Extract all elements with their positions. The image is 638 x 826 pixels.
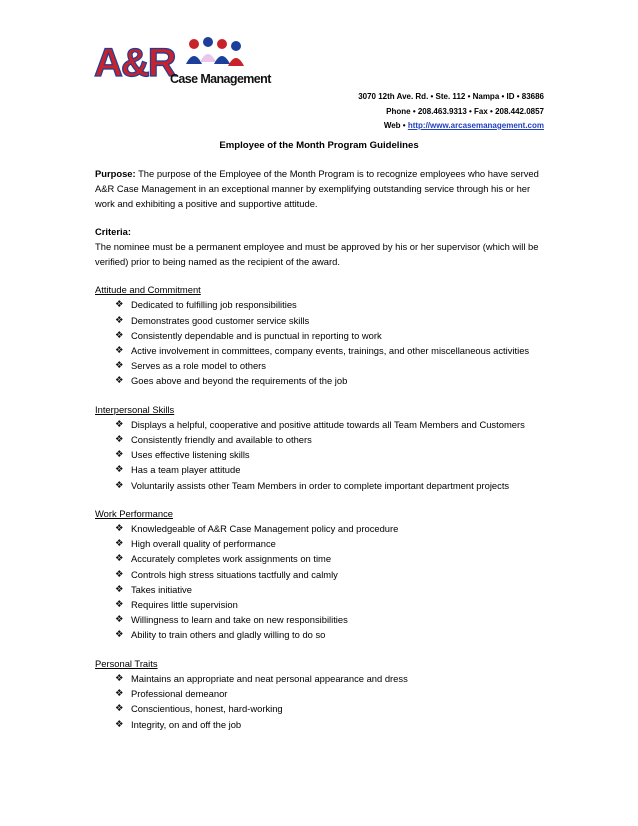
list-item xyxy=(95,358,547,373)
list-item-text: Integrity, on and off the job xyxy=(131,718,242,730)
list-item xyxy=(95,417,547,432)
criteria-text: The nominee must be a permanent employee and must be approved by his or her supervisor (which will be verified) prior to being named as the recipient of the award. xyxy=(95,240,539,268)
bullet-list xyxy=(95,417,547,493)
diamond-bullet-icon: ❖ xyxy=(115,523,124,535)
list-item-text: Accurately completes work assignments on time xyxy=(131,553,332,565)
list-item-text: Voluntarily assists other Team Members in order to complete important department projects xyxy=(131,479,510,491)
list-item xyxy=(95,671,547,686)
list-item-text: Professional demeanor xyxy=(131,688,228,700)
address-line: 3070 12th Ave. Rd. • Ste. 112 • Nampa • ID • 83686 xyxy=(358,92,544,101)
list-item xyxy=(95,432,547,447)
document-body xyxy=(95,166,547,732)
diamond-bullet-icon: ❖ xyxy=(115,553,124,565)
section-personal-traits xyxy=(95,656,547,732)
list-item xyxy=(95,627,547,642)
list-item xyxy=(95,551,547,566)
diamond-bullet-icon: ❖ xyxy=(115,614,124,626)
list-item-text: Uses effective listening skills xyxy=(131,449,250,461)
web-line xyxy=(358,119,544,134)
list-item xyxy=(95,373,547,388)
list-item-text: Ability to train others and gladly willing to do so xyxy=(131,629,326,641)
section-interpersonal-skills xyxy=(95,402,547,493)
diamond-bullet-icon: ❖ xyxy=(115,629,124,641)
list-item-text: Consistently friendly and available to others xyxy=(131,434,312,446)
diamond-bullet-icon: ❖ xyxy=(115,434,124,446)
list-item xyxy=(95,686,547,701)
list-item-text: Active involvement in committees, company events, trainings, and other miscellaneous activities xyxy=(131,345,530,357)
diamond-bullet-icon: ❖ xyxy=(115,329,124,341)
diamond-bullet-icon: ❖ xyxy=(115,345,124,357)
list-item-text: Consistently dependable and is punctual in reporting to work xyxy=(131,329,382,341)
list-item-text: Displays a helpful, cooperative and positive attitude towards all Team Members and Customers xyxy=(131,418,525,430)
list-item-text: Conscientious, honest, hard-working xyxy=(131,703,283,715)
list-item xyxy=(95,478,547,493)
diamond-bullet-icon: ❖ xyxy=(115,672,124,684)
list-item-text: Takes initiative xyxy=(131,583,192,595)
phone-line: Phone • 208.463.9313 • Fax • 208.442.0857 xyxy=(386,106,544,116)
list-item xyxy=(95,447,547,462)
list-item-text: Willingness to learn and take on new responsibilities xyxy=(131,614,348,626)
section-title: Interpersonal Skills xyxy=(95,403,175,415)
diamond-bullet-icon: ❖ xyxy=(115,538,124,550)
document-title: Employee of the Month Program Guidelines xyxy=(219,140,419,151)
diamond-bullet-icon: ❖ xyxy=(115,360,124,372)
list-item-text: Controls high stress situations tactfully and calmly xyxy=(131,568,338,580)
list-item xyxy=(95,343,547,358)
diamond-bullet-icon: ❖ xyxy=(115,688,124,700)
diamond-bullet-icon: ❖ xyxy=(115,583,124,595)
diamond-bullet-icon: ❖ xyxy=(115,449,124,461)
diamond-bullet-icon: ❖ xyxy=(115,703,124,715)
list-item xyxy=(95,717,547,732)
bullet-list xyxy=(95,521,547,643)
list-item xyxy=(95,612,547,627)
list-item-text: Requires little supervision xyxy=(131,599,238,611)
list-item xyxy=(95,462,547,477)
list-item-text: Maintains an appropriate and neat personal appearance and dress xyxy=(131,672,408,684)
logo-tagline: Case Management xyxy=(170,72,271,86)
bullet-list xyxy=(95,297,547,388)
diamond-bullet-icon: ❖ xyxy=(115,464,124,476)
list-item xyxy=(95,297,547,312)
list-item xyxy=(95,328,547,343)
purpose-paragraph xyxy=(95,166,547,212)
diamond-bullet-icon: ❖ xyxy=(115,568,124,580)
purpose-text: The purpose of the Employee of the Month Program is to recognize employees who have served A&R Case Management in an exceptional manner by exemplifying outstanding service through his or her work and exhibiting a positive and supportive attitude. xyxy=(95,168,539,210)
bullet-list xyxy=(95,671,547,732)
website-link[interactable]: http://www.arcasemanagement.com xyxy=(407,121,544,130)
list-item xyxy=(95,582,547,597)
diamond-bullet-icon: ❖ xyxy=(115,299,124,311)
logo-figures xyxy=(186,37,244,66)
diamond-bullet-icon: ❖ xyxy=(115,479,124,491)
section-title: Personal Traits xyxy=(95,657,158,669)
list-item xyxy=(95,597,547,612)
section-attitude-and-commitment xyxy=(95,282,547,388)
diamond-bullet-icon: ❖ xyxy=(115,418,124,430)
section-work-performance xyxy=(95,506,547,643)
diamond-bullet-icon: ❖ xyxy=(115,375,124,387)
list-item-text: Demonstrates good customer service skills xyxy=(131,314,310,326)
list-item-text: Goes above and beyond the requirements of the job xyxy=(131,375,348,387)
company-logo xyxy=(92,34,272,90)
logo-brand: A&R xyxy=(94,41,175,85)
diamond-bullet-icon: ❖ xyxy=(115,599,124,611)
list-item xyxy=(95,521,547,536)
list-item xyxy=(95,536,547,551)
diamond-bullet-icon: ❖ xyxy=(115,314,124,326)
section-title: Work Performance xyxy=(95,507,173,519)
criteria-label: Criteria: xyxy=(95,225,131,237)
web-label: Web • xyxy=(383,121,408,130)
list-item-text: Serves as a role model to others xyxy=(131,360,266,372)
criteria-sections xyxy=(95,282,547,731)
diamond-bullet-icon: ❖ xyxy=(115,718,124,730)
list-item-text: High overall quality of performance xyxy=(131,538,276,550)
contact-block xyxy=(358,90,544,134)
list-item-text: Dedicated to fulfilling job responsibilities xyxy=(131,299,297,311)
list-item xyxy=(95,701,547,716)
list-item xyxy=(95,567,547,582)
section-title: Attitude and Commitment xyxy=(95,284,201,296)
list-item-text: Knowledgeable of A&R Case Management policy and procedure xyxy=(131,523,399,535)
purpose-label: Purpose: xyxy=(95,168,136,179)
list-item xyxy=(95,313,547,328)
list-item-text: Has a team player attitude xyxy=(131,464,241,476)
